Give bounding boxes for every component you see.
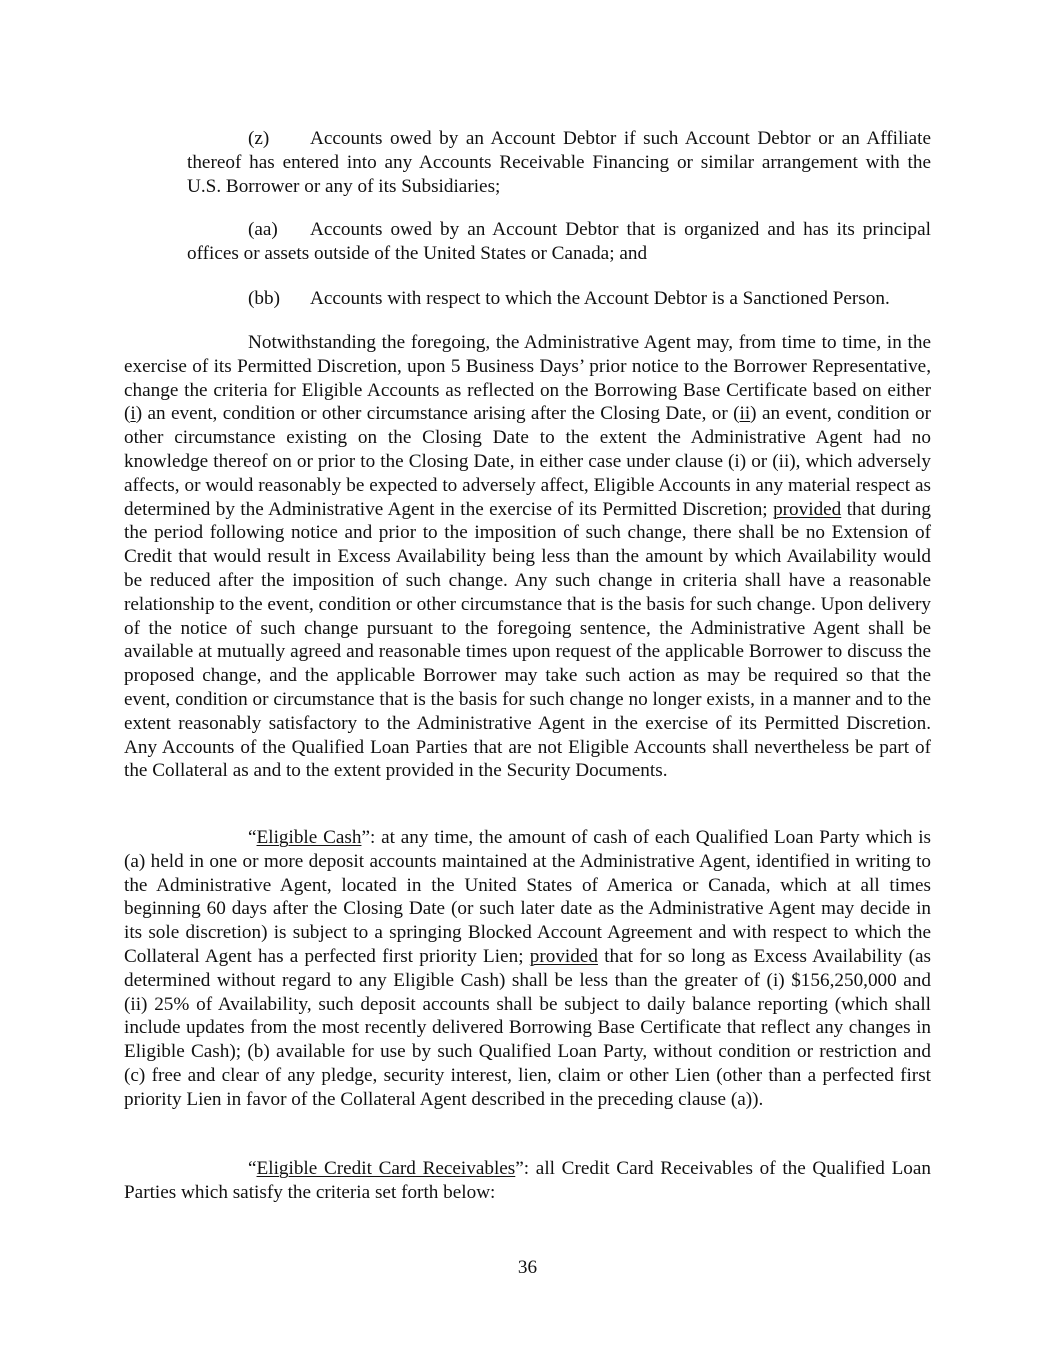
notwithstanding-text-2: ) an event, condition or other circumstance arising after the Closing Date, or ( bbox=[135, 403, 740, 425]
clause-bb-label: (bb) bbox=[248, 288, 280, 309]
notwithstanding-paragraph bbox=[124, 331, 931, 783]
clause-bb bbox=[187, 287, 931, 311]
open-quote: “ bbox=[248, 827, 257, 848]
eligible-cash-text-2: that for so long as Excess Availability (as determined without regard to any Eligible Cash) shall be less than the greater of (i) $156,250,000 and (ii) 25% of Availability, such deposit accounts shall be subject to daily balance reporting (which shall include updates from the most recently delivered Borrowing Base Certificate that reflect any changes in Eligible Cash); (b) available for use by such Qualified Loan Party, without condition or restriction and (c) free and clear of any pledge, security interest, lien, claim or other Lien (other than a perfected first priority Lien in favor of the Collateral Agent described in the preceding clause (a)). bbox=[124, 945, 931, 1110]
clause-z-text: Accounts owed by an Account Debtor if such Account Debtor or an Affiliate thereof has entered into any Accounts Receivable Financing or similar arrangement with the U.S. Borrower or any of its Subsidiaries; bbox=[187, 128, 931, 197]
page-number: 36 bbox=[517, 1257, 538, 1278]
clause-bb-text: Accounts with respect to which the Account Debtor is a Sanctioned Person. bbox=[310, 288, 890, 309]
notwithstanding-text-4: that during the period following notice and prior to the imposition of such change, there shall be no Extension of Credit that would result in Excess Availability being less than the amount by which Availability would be reduced after the imposition of such change. Any such change in criteria shall have a reasonable relationship to the event, condition or other circumstance that is the basis for such change. Upon delivery of the notice of such change pursuant to the foregoing sentence, the Administrative Agent shall be available at mutually agreed and reasonable times upon request of the applicable Borrower to discuss the proposed change, and the applicable Borrower may take such action as may be required so that the event, condition or circumstance that is the basis for such change no longer exists, in a manner and to the extent reasonably satisfactory to the Administrative Agent in the exercise of its Permitted Discretion. Any Accounts of the Qualified Loan Parties that are not Eligible Accounts shall nevertheless be part of the Collateral as and to the extent provided in the Security Documents. bbox=[124, 498, 931, 782]
provided-term: provided bbox=[529, 945, 598, 967]
eligible-credit-card-receivables-definition bbox=[124, 1157, 931, 1205]
open-quote: “ bbox=[248, 1158, 257, 1179]
eligible-cash-text-1: ”: at any time, the amount of cash of each Qualified Loan Party which is (a) held in one or more deposit accounts maintained at the Administrative Agent, identified in writing to the Administrative Agent, located in the United States of America or Canada, which at all times beginning 60 days after the Closing Date (or such later date as the Administrative Agent may decide in its sole discretion) is subject to a springing Blocked Account Agreement and with respect to which the Collateral Agent has a perfected first priority Lien; bbox=[124, 827, 932, 967]
clause-aa-text: Accounts owed by an Account Debtor that is organized and has its principal offices or assets outside of the United States or Canada; and bbox=[187, 219, 931, 264]
eligible-credit-card-text: ”: all Credit Card Receivables of the Qualified Loan Parties which satisfy the criteria set forth below: bbox=[124, 1158, 931, 1203]
clause-aa bbox=[187, 218, 931, 266]
notwithstanding-text-1: Notwithstanding the foregoing, the Administrative Agent may, from time to time, in the exercise of its Permitted Discretion, upon 5 Business Days’ prior notice to the Borrower Representative, change the criteria for Eligible Accounts as reflected on the Borrowing Base Certificate based on either ( bbox=[124, 332, 931, 425]
defined-term-eligible-cash: Eligible Cash bbox=[256, 827, 362, 848]
clause-i-ref: i bbox=[130, 403, 136, 425]
clause-aa-label: (aa) bbox=[248, 219, 278, 240]
eligible-cash-definition bbox=[124, 826, 931, 1112]
provided-term: provided bbox=[773, 498, 842, 520]
clause-z-label: (z) bbox=[248, 128, 270, 149]
notwithstanding-text-3: ) an event, condition or other circumstance existing on the Closing Date to the extent the Administrative Agent had no knowledge thereof on or prior to the Closing Date, in either case under clause (i) or (ii), which adversely affects, or would reasonably be expected to adversely affect, Eligible Accounts in any material respect as determined by the Administrative Agent in the exercise of its Permitted Discretion; bbox=[124, 403, 931, 520]
clause-z bbox=[187, 127, 931, 198]
clause-ii-ref: ii bbox=[739, 403, 751, 425]
defined-term-eligible-credit-card-receivables: Eligible Credit Card Receivables bbox=[256, 1158, 516, 1179]
